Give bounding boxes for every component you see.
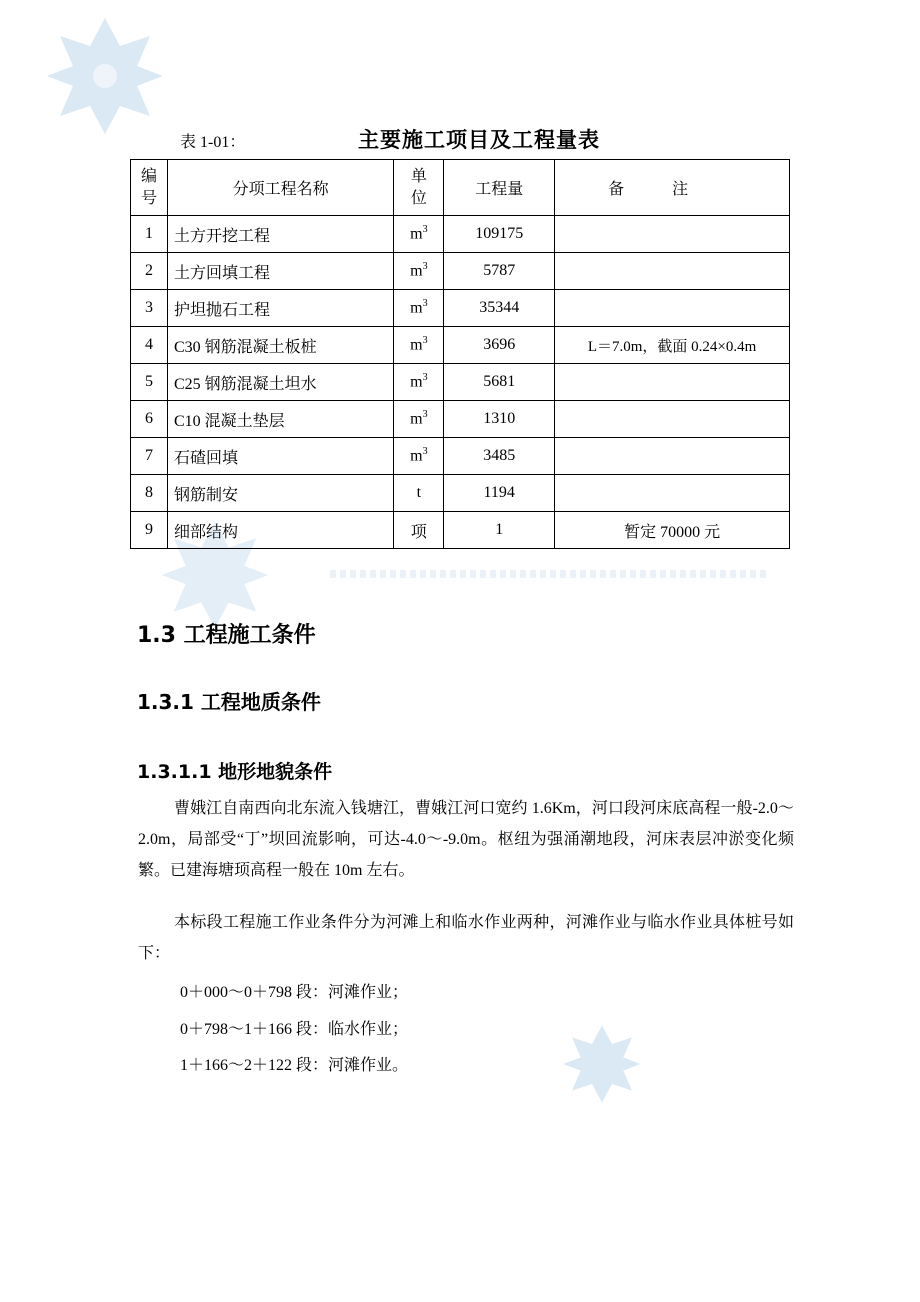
- cell-unit: $m^3$: [394, 253, 444, 290]
- cell-quantity: 5787: [444, 253, 555, 290]
- cell-remark: L＝7.0m，截面 0.24×0.4m: [555, 327, 790, 364]
- cell-item-name: 石碴回填: [167, 438, 393, 475]
- cell-remark: [555, 364, 790, 401]
- table-row: [131, 327, 790, 364]
- cell-no: 1: [131, 216, 168, 253]
- segment-line: 0＋000～0＋798 段：河滩作业；: [180, 984, 409, 1001]
- cell-unit: $m^3$: [394, 290, 444, 327]
- cell-no: 9: [131, 512, 168, 549]
- table-caption: [180, 124, 800, 154]
- cell-item-name: 土方开挖工程: [167, 216, 393, 253]
- cell-remark: [555, 253, 790, 290]
- faint-watermark-strip: [330, 570, 770, 578]
- header-name: 分项工程名称: [167, 160, 393, 216]
- cell-item-name: C10 混凝土垫层: [167, 401, 393, 438]
- cell-no: 5: [131, 364, 168, 401]
- cell-remark: [555, 475, 790, 512]
- header-quantity: 工程量: [444, 160, 555, 216]
- cell-item-name: 细部结构: [167, 512, 393, 549]
- paragraph-work-conditions: 本标段工程施工作业条件分为河滩上和临水作业两种，河滩作业与临水作业具体桩号如下：: [138, 914, 794, 962]
- segment-line: 1＋166～2＋122 段：河滩作业。: [180, 1057, 409, 1074]
- header-no: 编 号: [131, 160, 168, 216]
- section-heading-1-3-1-1: 1.3.1.1 地形地貌条件: [137, 761, 333, 783]
- table-row: [131, 290, 790, 327]
- table-row: [131, 216, 790, 253]
- cell-item-name: C25 钢筋混凝土坦水: [167, 364, 393, 401]
- section-heading-1-3: 1.3 工程施工条件: [137, 623, 316, 648]
- cell-quantity: 3696: [444, 327, 555, 364]
- cell-item-name: 钢筋制安: [167, 475, 393, 512]
- cell-remark: [555, 438, 790, 475]
- cell-quantity: 3485: [444, 438, 555, 475]
- table-row: [131, 512, 790, 549]
- cell-quantity: 5681: [444, 364, 555, 401]
- cell-item-name: C30 钢筋混凝土板桩: [167, 327, 393, 364]
- segment-line: 0＋798～1＋166 段：临水作业；: [180, 1021, 409, 1038]
- cell-unit: $m^3$: [394, 327, 444, 364]
- cell-quantity: 109175: [444, 216, 555, 253]
- cell-unit: $m^3$: [394, 438, 444, 475]
- section-heading-1-3-1: 1.3.1 工程地质条件: [137, 690, 321, 714]
- table-body: [131, 216, 790, 549]
- table-row: [131, 401, 790, 438]
- cell-no: 2: [131, 253, 168, 290]
- cell-unit: t: [394, 475, 444, 512]
- cell-remark: 暂定 70000 元: [555, 512, 790, 549]
- cell-item-name: 护坦抛石工程: [167, 290, 393, 327]
- cell-quantity: 1310: [444, 401, 555, 438]
- table-row: [131, 253, 790, 290]
- table-label: 表 1-01：: [180, 134, 246, 151]
- quantity-table: [130, 159, 790, 549]
- table-row: [131, 364, 790, 401]
- cell-item-name: 土方回填工程: [167, 253, 393, 290]
- cell-no: 4: [131, 327, 168, 364]
- table-row: [131, 475, 790, 512]
- cell-unit: $m^3$: [394, 401, 444, 438]
- table-title: 主要施工项目及工程量表: [358, 128, 600, 152]
- header-remark: 备注: [555, 160, 790, 216]
- snowflake-watermark-icon: [562, 1024, 642, 1104]
- cell-remark: [555, 216, 790, 253]
- cell-no: 6: [131, 401, 168, 438]
- cell-quantity: 1: [444, 512, 555, 549]
- table-header-row: [131, 160, 790, 216]
- cell-remark: [555, 290, 790, 327]
- cell-no: 8: [131, 475, 168, 512]
- cell-remark: [555, 401, 790, 438]
- cell-unit: $m^3$: [394, 216, 444, 253]
- header-unit: 单 位: [394, 160, 444, 216]
- cell-no: 7: [131, 438, 168, 475]
- paragraph-terrain: 曹娥江自南西向北东流入钱塘江，曹娥江河口宽约 1.6Km，河口段河床底高程一般-2.0～2.0m，局部受“丁”坝回流影响，可达-4.0～-9.0m。枢纽为强涌潮地段，河床表层冲淤变化频繁。已建海塘顼高程一般在 10m 左右。: [138, 800, 794, 879]
- cell-quantity: 35344: [444, 290, 555, 327]
- snowflake-watermark-icon: [45, 16, 165, 136]
- table-row: [131, 438, 790, 475]
- cell-quantity: 1194: [444, 475, 555, 512]
- cell-no: 3: [131, 290, 168, 327]
- cell-unit: 项: [394, 512, 444, 549]
- cell-unit: $m^3$: [394, 364, 444, 401]
